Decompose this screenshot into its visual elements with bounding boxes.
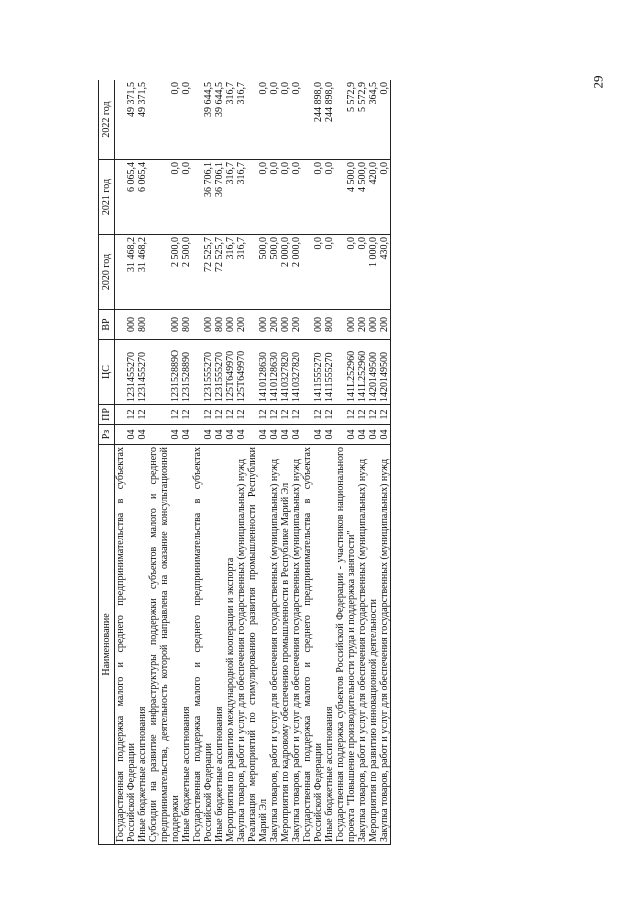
cell-rz: 04 [236, 425, 247, 445]
cell-y2020: 430,0 [379, 235, 391, 310]
cell-y2022: 0,0 [247, 80, 269, 160]
cell-y2021: 0,0 [280, 160, 291, 235]
cell-cs: 1420149500 [379, 340, 391, 405]
header-2020: 2020 год [99, 235, 115, 310]
cell-name: Закупка товаров, работ и услуг для обеспечения государственных (муниципальных) нужд [269, 445, 280, 845]
cell-rz: 04 [357, 425, 368, 445]
table-row [280, 80, 291, 845]
rotated-page-content [98, 80, 564, 845]
cell-rz: 04 [148, 425, 181, 445]
cell-rz: 04 [335, 425, 357, 445]
cell-y2020: 316,7 [236, 235, 247, 310]
cell-vr: 200 [357, 310, 368, 340]
cell-name: Реализация мероприятий по стимулированию развития промышленности Республики Марий Эл [247, 445, 269, 845]
cell-y2022: 5 572,9 [335, 80, 357, 160]
cell-y2020: 72 525,7 [214, 235, 225, 310]
cell-cs: 123152889О [148, 340, 181, 405]
header-vr: ВР [99, 310, 115, 340]
cell-rz: 04 [302, 425, 324, 445]
cell-cs: 1231555270 [192, 340, 214, 405]
cell-pr: 12 [269, 405, 280, 425]
table-row [137, 80, 148, 845]
cell-y2021: 0,0 [181, 160, 192, 235]
cell-y2021: 0,0 [148, 160, 181, 235]
cell-pr: 12 [335, 405, 357, 425]
cell-vr: 000 [148, 310, 181, 340]
cell-y2020: 0,0 [302, 235, 324, 310]
cell-vr: 000 [115, 310, 138, 340]
cell-cs: 125Т649970 [225, 340, 236, 405]
cell-vr: 800 [214, 310, 225, 340]
cell-y2021: 6 065,4 [137, 160, 148, 235]
cell-vr: 200 [291, 310, 302, 340]
cell-y2021: 4 500,0 [357, 160, 368, 235]
page-number-text: 29 [590, 75, 605, 89]
cell-y2020: 500,0 [247, 235, 269, 310]
cell-vr: 800 [137, 310, 148, 340]
cell-pr: 12 [291, 405, 302, 425]
cell-y2021: 4 500,0 [335, 160, 357, 235]
cell-name: Государственная поддержка малого и среднего предпринимательства в субъектах Российской Федерации [115, 445, 138, 845]
cell-rz: 04 [214, 425, 225, 445]
cell-name: Закупка товаров, работ и услуг для обеспечения государственных (муниципальных) нужд [379, 445, 391, 845]
cell-vr: 000 [368, 310, 379, 340]
cell-pr: 12 [324, 405, 335, 425]
cell-cs: 1231528890 [181, 340, 192, 405]
cell-pr: 12 [181, 405, 192, 425]
header-name: Наименование [99, 445, 115, 845]
cell-name: Иные бюджетные ассигнования [181, 445, 192, 845]
table-row [357, 80, 368, 845]
cell-y2022: 364,5 [368, 80, 379, 160]
cell-name: Иные бюджетные ассигнования [137, 445, 148, 845]
cell-pr: 12 [247, 405, 269, 425]
cell-vr: 000 [335, 310, 357, 340]
table-body [115, 80, 391, 845]
cell-pr: 12 [302, 405, 324, 425]
cell-y2021: 0,0 [247, 160, 269, 235]
table-row [324, 80, 335, 845]
cell-pr: 12 [379, 405, 391, 425]
cell-name: Мероприятия по развитию инновационной деятельности [368, 445, 379, 845]
cell-y2022: 244 898,0 [324, 80, 335, 160]
cell-y2022: 0,0 [269, 80, 280, 160]
cell-vr: 800 [181, 310, 192, 340]
cell-cs: 125Т649970 [236, 340, 247, 405]
cell-name: Иные бюджетные ассигнования [214, 445, 225, 845]
cell-cs: 141L252960 [357, 340, 368, 405]
cell-y2022: 39 644,5 [192, 80, 214, 160]
cell-y2022: 0,0 [291, 80, 302, 160]
table-row [379, 80, 391, 845]
table-row [291, 80, 302, 845]
table-row [302, 80, 324, 845]
cell-vr: 000 [247, 310, 269, 340]
cell-y2021: 36 706,1 [214, 160, 225, 235]
cell-name: Мероприятия по развитию международной кооперации и экспорта [225, 445, 236, 845]
cell-vr: 000 [280, 310, 291, 340]
cell-name: Закупка товаров, работ и услуг для обеспечения государственных (муниципальных) нужд [236, 445, 247, 845]
cell-cs: 1420149500 [368, 340, 379, 405]
cell-pr: 12 [225, 405, 236, 425]
cell-y2022: 0,0 [148, 80, 181, 160]
cell-rz: 04 [225, 425, 236, 445]
cell-pr: 12 [137, 405, 148, 425]
cell-rz: 04 [115, 425, 138, 445]
table-row [181, 80, 192, 845]
cell-vr: 200 [379, 310, 391, 340]
cell-rz: 04 [291, 425, 302, 445]
budget-table [98, 80, 391, 845]
cell-y2022: 0,0 [280, 80, 291, 160]
table-row [115, 80, 138, 845]
cell-cs: 1411555270 [324, 340, 335, 405]
cell-y2020: 0,0 [335, 235, 357, 310]
cell-rz: 04 [280, 425, 291, 445]
table-row [236, 80, 247, 845]
cell-vr: 200 [236, 310, 247, 340]
cell-vr: 200 [269, 310, 280, 340]
cell-y2021: 0,0 [291, 160, 302, 235]
table-row [368, 80, 379, 845]
cell-y2020: 72 525,7 [192, 235, 214, 310]
cell-y2021: 0,0 [324, 160, 335, 235]
cell-y2020: 2 000,0 [291, 235, 302, 310]
cell-name: Закупка товаров, работ и услуг для обеспечения государственных (муниципальных) нужд [357, 445, 368, 845]
cell-rz: 04 [181, 425, 192, 445]
cell-rz: 04 [269, 425, 280, 445]
table-row [269, 80, 280, 845]
cell-y2022: 0,0 [379, 80, 391, 160]
cell-pr: 12 [115, 405, 138, 425]
cell-y2021: 0,0 [269, 160, 280, 235]
table-row [225, 80, 236, 845]
cell-y2020: 1 000,0 [368, 235, 379, 310]
cell-pr: 12 [192, 405, 214, 425]
cell-cs: 1231555270 [214, 340, 225, 405]
cell-y2021: 0,0 [379, 160, 391, 235]
cell-y2020: 0,0 [324, 235, 335, 310]
table-row [247, 80, 269, 845]
cell-rz: 04 [247, 425, 269, 445]
header-rz: Рз [99, 425, 115, 445]
cell-y2020: 316,7 [225, 235, 236, 310]
header-pr: ПР [99, 405, 115, 425]
cell-vr: 000 [302, 310, 324, 340]
cell-y2022: 49 371,5 [115, 80, 138, 160]
cell-vr: 000 [225, 310, 236, 340]
cell-cs: 1410327820 [280, 340, 291, 405]
cell-name: Закупка товаров, работ и услуг для обеспечения государственных (муниципальных) нужд [291, 445, 302, 845]
cell-vr: 000 [192, 310, 214, 340]
cell-rz: 04 [192, 425, 214, 445]
table-row [214, 80, 225, 845]
cell-name: Государственная поддержка субъектов Российской Федерации - участников национального проекта "Повышение производительности труда и поддержка занятости" [335, 445, 357, 845]
cell-cs: 1410128630 [247, 340, 269, 405]
cell-rz: 04 [379, 425, 391, 445]
cell-name: Государственная поддержка малого и среднего предпринимательства в субъектах Российской Федерации [302, 445, 324, 845]
cell-cs: 1231455270 [115, 340, 138, 405]
cell-y2020: 2 500,0 [148, 235, 181, 310]
cell-cs: 1410327820 [291, 340, 302, 405]
cell-rz: 04 [368, 425, 379, 445]
cell-cs: 1411555270 [302, 340, 324, 405]
cell-y2021: 0,0 [302, 160, 324, 235]
page-number [583, 62, 613, 102]
cell-pr: 12 [280, 405, 291, 425]
header-cs: ЦС [99, 340, 115, 405]
header-2022: 2022 год [99, 80, 115, 160]
cell-y2020: 31 468,2 [137, 235, 148, 310]
cell-y2021: 420,0 [368, 160, 379, 235]
budget-table-wrapper [98, 80, 564, 845]
cell-y2021: 36 706,1 [192, 160, 214, 235]
cell-y2022: 39 644,5 [214, 80, 225, 160]
cell-name: Субсидии на развитие инфраструктуры поддержки субъектов малого и среднего предпринимательства, деятельность которой направлена на оказание консультационной поддержки [148, 445, 181, 845]
cell-y2022: 316,7 [225, 80, 236, 160]
cell-pr: 12 [357, 405, 368, 425]
cell-y2022: 5 572,9 [357, 80, 368, 160]
cell-pr: 12 [236, 405, 247, 425]
cell-y2020: 500,0 [269, 235, 280, 310]
cell-y2021: 6 065,4 [115, 160, 138, 235]
cell-pr: 12 [148, 405, 181, 425]
cell-rz: 04 [137, 425, 148, 445]
cell-vr: 800 [324, 310, 335, 340]
cell-name: Мероприятия по кадровому обеспечению промышленности в Республике Марий Эл [280, 445, 291, 845]
cell-pr: 12 [214, 405, 225, 425]
table-row [148, 80, 181, 845]
cell-y2020: 2 500,0 [181, 235, 192, 310]
cell-cs: 1410128630 [269, 340, 280, 405]
cell-y2022: 316,7 [236, 80, 247, 160]
cell-y2020: 2 000,0 [280, 235, 291, 310]
cell-y2022: 49 371,5 [137, 80, 148, 160]
cell-y2022: 0,0 [181, 80, 192, 160]
cell-y2021: 316,7 [236, 160, 247, 235]
cell-rz: 04 [324, 425, 335, 445]
cell-cs: 141L252960 [335, 340, 357, 405]
cell-name: Государственная поддержка малого и среднего предпринимательства в субъектах Российской Федерации [192, 445, 214, 845]
cell-y2020: 0,0 [357, 235, 368, 310]
cell-y2020: 31 468,2 [115, 235, 138, 310]
header-2021: 2021 год [99, 160, 115, 235]
table-row [192, 80, 214, 845]
cell-cs: 1231455270 [137, 340, 148, 405]
cell-pr: 12 [368, 405, 379, 425]
cell-y2022: 244 898,0 [302, 80, 324, 160]
table-header-row [99, 80, 115, 845]
cell-name: Иные бюджетные ассигнования [324, 445, 335, 845]
table-row [335, 80, 357, 845]
cell-y2021: 316,7 [225, 160, 236, 235]
